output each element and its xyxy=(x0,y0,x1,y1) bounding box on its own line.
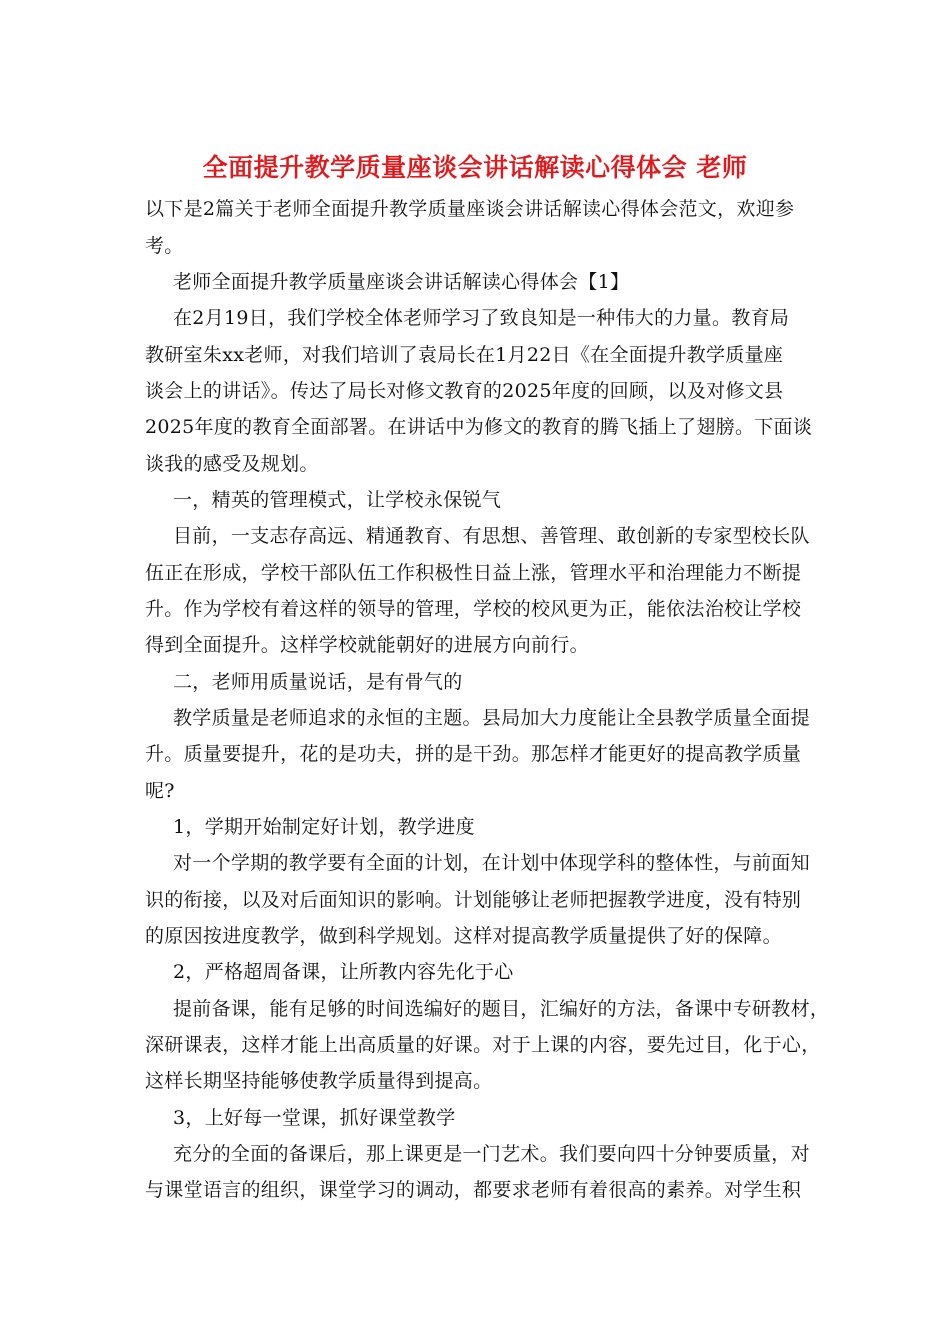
text-line: 考。 xyxy=(145,235,184,257)
text-line: 提前备课，能有足够的时间选编好的题目，汇编好的方法，备课中专研教材， xyxy=(173,998,830,1020)
text-line: 升。质量要提升，花的是功夫，拼的是干劲。那怎样才能更好的提高教学质量 xyxy=(145,743,802,765)
document-title: 全面提升教学质量座谈会讲话解读心得体会 老师 xyxy=(202,153,748,182)
text-line: 与课堂语言的组织，课堂学习的调动，都要求老师有着很高的素养。对学生积 xyxy=(145,1179,802,1201)
text-line: 谈会上的讲话》。传达了局长对修文教育的2025年度的回顾，以及对修文县 xyxy=(145,380,784,402)
text-line: 以下是2篇关于老师全面提升教学质量座谈会讲话解读心得体会范文，欢迎参 xyxy=(145,198,795,220)
section-heading: 1，学期开始制定好计划，教学进度 xyxy=(173,816,475,838)
text-line: 伍正在形成，学校干部队伍工作积极性日益上涨，管理水平和治理能力不断提 xyxy=(145,562,802,584)
text-line: 2025年度的教育全面部署。在讲话中为修文的教育的腾飞插上了翅膀。下面谈 xyxy=(145,416,813,438)
text-line: 呢? xyxy=(145,780,175,802)
text-line: 升。作为学校有着这样的领导的管理，学校的校风更为正，能依法治校让学校 xyxy=(145,598,802,620)
text-line: 目前，一支志存高远、精通教育、有思想、善管理、敢创新的专家型校长队 xyxy=(173,525,810,547)
text-line: 深研课表，这样才能上出高质量的好课。对于上课的内容，要先过目，化于心， xyxy=(145,1034,821,1056)
text-line: 识的衔接，以及对后面知识的影响。计划能够让老师把握教学进度，没有特别 xyxy=(145,889,802,911)
text-line: 在2月19日，我们学校全体老师学习了致良知是一种伟大的力量。教育局 xyxy=(173,307,790,329)
text-line: 教研室朱xx老师，对我们培训了袁局长在1月22日《在全面提升教学质量座 xyxy=(145,344,784,366)
section-heading: 二，老师用质量说话，是有骨气的 xyxy=(173,671,463,693)
text-line: 得到全面提升。这样学校就能朝好的进展方向前行。 xyxy=(145,634,589,656)
text-line: 这样长期坚持能够使教学质量得到提高。 xyxy=(145,1070,493,1092)
section-heading: 2，严格超周备课，让所教内容先化于心 xyxy=(173,961,514,983)
text-line: 充分的全面的备课后，那上课更是一门艺术。我们要向四十分钟要质量，对 xyxy=(173,1143,810,1165)
section-heading: 3，上好每一堂课，抓好课堂教学 xyxy=(173,1107,456,1129)
text-line: 谈我的感受及规划。 xyxy=(145,453,319,475)
section-heading: 一，精英的管理模式，让学校永保锐气 xyxy=(173,489,502,511)
text-line: 对一个学期的教学要有全面的计划，在计划中体现学科的整体性，与前面知 xyxy=(173,852,810,874)
section-heading: 老师全面提升教学质量座谈会讲话解读心得体会【1】 xyxy=(173,271,630,293)
text-line: 的原因按进度教学，做到科学规划。这样对提高教学质量提供了好的保障。 xyxy=(145,925,782,947)
text-line: 教学质量是老师追求的永恒的主题。县局加大力度能让全县教学质量全面提 xyxy=(173,707,810,729)
